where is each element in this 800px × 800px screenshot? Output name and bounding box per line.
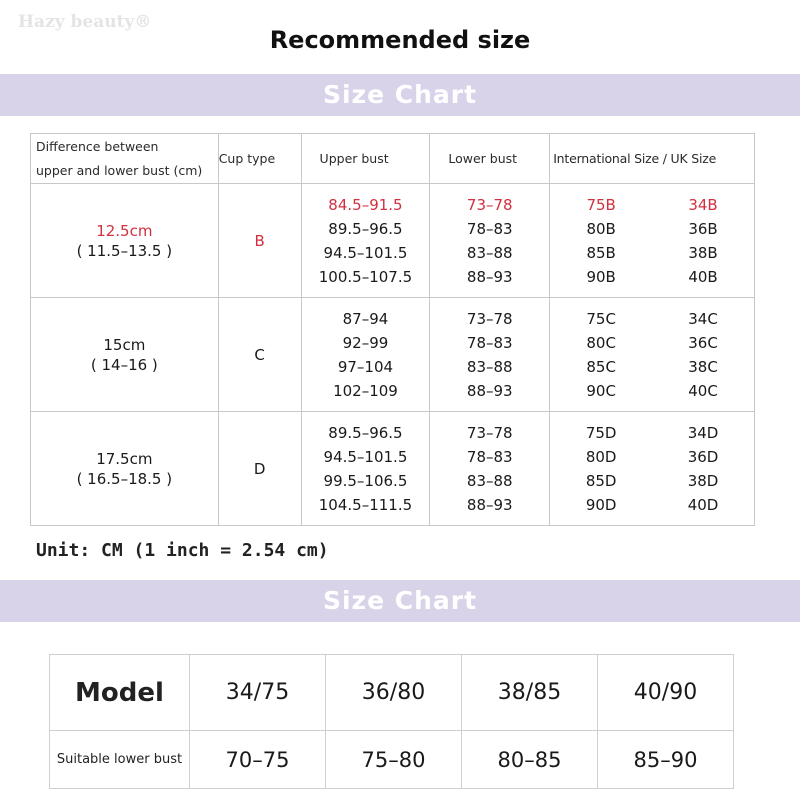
model-label: Model	[50, 655, 190, 731]
international-size-value: 90D	[585, 495, 617, 514]
model-cell: 40/90	[598, 655, 734, 731]
uk-size-value: 38D	[687, 471, 719, 490]
header-diff-line2: upper and lower bust (cm)	[36, 162, 203, 178]
lower-bust-cell: 70–75	[190, 731, 326, 789]
model-cell: 34/75	[190, 655, 326, 731]
international-uk-size-cell	[550, 298, 755, 412]
size-pair	[550, 217, 754, 241]
lower-bust-value: 73–78	[466, 423, 513, 442]
table-row	[31, 412, 755, 526]
international-size-value: 75B	[586, 195, 616, 214]
lower-bust-value: 83–88	[466, 243, 513, 262]
header-cup-type: Cup type	[218, 134, 301, 184]
uk-size-value: 40B	[688, 267, 718, 286]
lower-bust-value: 73–78	[466, 309, 513, 328]
international-size-value: 85B	[586, 243, 616, 262]
unit-note: Unit: CM (1 inch = 2.54 cm)	[36, 540, 329, 561]
uk-size-value: 38C	[688, 357, 718, 376]
upper-bust-value: 84.5–91.5	[328, 195, 403, 214]
lower-bust-value: 78–83	[466, 447, 513, 466]
header-diff-line1: Difference between	[36, 138, 159, 154]
bust-difference-value: 17.5cm	[96, 449, 153, 468]
upper-bust-cell	[301, 298, 430, 412]
size-chart-banner-bottom: Size Chart	[0, 580, 800, 622]
lower-bust-label: Suitable lower bust	[50, 731, 190, 789]
upper-bust-value: 92–99	[342, 333, 389, 352]
size-pair	[550, 445, 754, 469]
international-size-value: 75D	[585, 423, 617, 442]
lower-bust-value: 78–83	[466, 333, 513, 352]
bust-difference-range: ( 16.5–18.5 )	[76, 469, 173, 488]
table-row	[31, 184, 755, 298]
size-pair	[550, 493, 754, 517]
international-size-value: 90B	[586, 267, 616, 286]
brand-watermark: Hazy beauty®	[18, 12, 152, 32]
cup-type-cell: D	[218, 412, 301, 526]
international-size-value: 80B	[586, 219, 616, 238]
model-table	[49, 654, 734, 789]
lower-bust-cell: 80–85	[462, 731, 598, 789]
page-title: Recommended size	[269, 26, 531, 54]
uk-size-value: 36C	[688, 333, 718, 352]
lower-bust-cell: 85–90	[598, 731, 734, 789]
bust-difference-cell	[31, 298, 219, 412]
bust-difference-range: ( 11.5–13.5 )	[76, 241, 173, 260]
upper-bust-value: 102–109	[333, 381, 398, 400]
international-uk-size-cell	[550, 184, 755, 298]
size-pair	[550, 469, 754, 493]
lower-bust-value: 83–88	[466, 471, 513, 490]
uk-size-value: 34C	[688, 309, 718, 328]
international-size-value: 80C	[586, 333, 616, 352]
lower-bust-cell	[430, 184, 550, 298]
uk-size-value: 34D	[687, 423, 719, 442]
size-pair	[550, 421, 754, 445]
size-chart-table	[30, 133, 755, 526]
lower-bust-value: 83–88	[466, 357, 513, 376]
table-header-row	[31, 134, 755, 184]
size-pair	[550, 241, 754, 265]
cup-type-cell: B	[218, 184, 301, 298]
uk-size-value: 36B	[688, 219, 718, 238]
lower-bust-value: 73–78	[466, 195, 513, 214]
upper-bust-value: 89.5–96.5	[328, 219, 403, 238]
uk-size-value: 34B	[688, 195, 718, 214]
size-pair	[550, 355, 754, 379]
lower-bust-cell: 75–80	[326, 731, 462, 789]
header-lower-bust: Lower bust	[430, 134, 550, 184]
size-pair	[550, 265, 754, 289]
lower-bust-cell	[430, 412, 550, 526]
bust-difference-value: 12.5cm	[96, 221, 153, 240]
bust-difference-range: ( 14–16 )	[90, 355, 158, 374]
size-pair	[550, 379, 754, 403]
uk-size-value: 36D	[687, 447, 719, 466]
international-size-value: 80D	[585, 447, 617, 466]
size-pair	[550, 307, 754, 331]
bust-difference-cell	[31, 184, 219, 298]
uk-size-value: 40D	[687, 495, 719, 514]
lower-bust-value: 88–93	[466, 267, 513, 286]
lower-bust-value: 88–93	[466, 495, 513, 514]
bust-difference-cell	[31, 412, 219, 526]
international-uk-size-cell	[550, 412, 755, 526]
upper-bust-value: 100.5–107.5	[318, 267, 413, 286]
size-pair	[550, 331, 754, 355]
table-row	[31, 298, 755, 412]
international-size-value: 90C	[586, 381, 616, 400]
international-size-value: 75C	[586, 309, 616, 328]
international-size-value: 85D	[585, 471, 617, 490]
model-row	[50, 655, 734, 731]
upper-bust-value: 89.5–96.5	[328, 423, 403, 442]
header-bust-difference	[31, 134, 219, 184]
lower-bust-row	[50, 731, 734, 789]
model-cell: 38/85	[462, 655, 598, 731]
lower-bust-cell	[430, 298, 550, 412]
lower-bust-value: 88–93	[466, 381, 513, 400]
model-cell: 36/80	[326, 655, 462, 731]
uk-size-value: 40C	[688, 381, 718, 400]
upper-bust-value: 99.5–106.5	[323, 471, 408, 490]
upper-bust-value: 104.5–111.5	[318, 495, 413, 514]
upper-bust-cell	[301, 412, 430, 526]
size-chart-banner-top: Size Chart	[0, 74, 800, 116]
upper-bust-value: 94.5–101.5	[323, 243, 408, 262]
header-international-uk-size: International Size / UK Size	[550, 134, 755, 184]
bust-difference-value: 15cm	[103, 335, 146, 354]
cup-type-cell: C	[218, 298, 301, 412]
upper-bust-value: 97–104	[337, 357, 394, 376]
international-size-value: 85C	[586, 357, 616, 376]
uk-size-value: 38B	[688, 243, 718, 262]
size-pair	[550, 193, 754, 217]
lower-bust-value: 78–83	[466, 219, 513, 238]
upper-bust-value: 87–94	[342, 309, 389, 328]
upper-bust-value: 94.5–101.5	[323, 447, 408, 466]
upper-bust-cell	[301, 184, 430, 298]
header-upper-bust: Upper bust	[301, 134, 430, 184]
